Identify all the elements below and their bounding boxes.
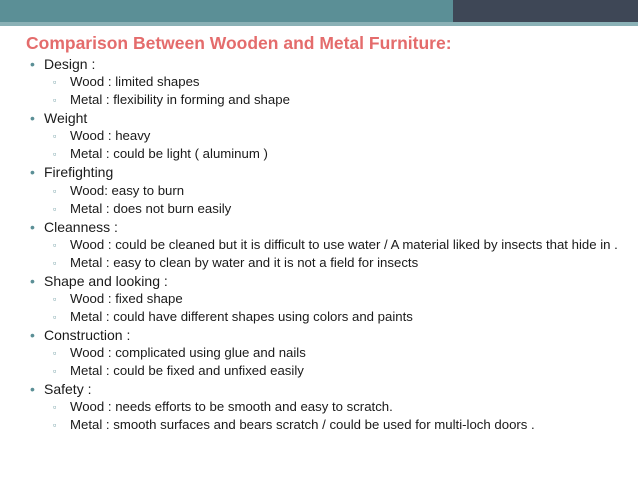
sub-item: ▫ Wood : fixed shape: [53, 291, 183, 307]
bullet-icon: •: [30, 164, 35, 181]
sub-item: ▫ Metal : flexibility in forming and shape: [53, 92, 290, 108]
sub-item: ▫ Metal : could have different shapes using colors and paints: [53, 309, 413, 325]
section-construction: [30, 326, 626, 344]
section-label: Firefighting: [44, 164, 114, 181]
bullet-list: [30, 55, 626, 434]
sub-item: ▫ Metal : could be fixed and unfixed easily: [53, 363, 304, 379]
sub-item: ▫ Wood : heavy: [53, 128, 151, 144]
header-stripe: [0, 22, 638, 26]
sub-bullet-icon: ▫: [53, 312, 57, 323]
section-label: Shape and looking :: [44, 272, 168, 289]
sub-bullet-icon: ▫: [53, 402, 57, 413]
section-firefighting: [30, 163, 626, 181]
section-label: Safety :: [44, 381, 92, 398]
section-label: Design :: [44, 56, 96, 72]
bullet-icon: •: [30, 110, 35, 127]
sub-item: ▫ Wood: easy to burn: [53, 182, 185, 198]
sub-bullet-icon: ▫: [53, 366, 57, 377]
bullet-icon: •: [30, 272, 35, 289]
sub-item: ▫ Metal : does not burn easily: [53, 200, 232, 216]
sub-bullet-icon: ▫: [53, 239, 57, 250]
section-design: [30, 55, 626, 73]
sub-bullet-icon: ▫: [53, 149, 57, 160]
section-safety: [30, 380, 626, 398]
bullet-icon: •: [30, 381, 35, 398]
sub-bullet-icon: ▫: [53, 348, 57, 359]
sub-bullet-icon: ▫: [53, 185, 57, 196]
bullet-icon: •: [30, 218, 35, 235]
section-weight: [30, 109, 626, 127]
sub-item: ▫ Wood : needs efforts to be smooth and easy to scratch.: [53, 399, 393, 415]
sub-item: ▫ Metal : easy to clean by water and it is not a field for insects: [53, 254, 419, 270]
sub-bullet-icon: ▫: [53, 294, 57, 305]
sub-bullet-icon: ▫: [53, 95, 57, 106]
sub-bullet-icon: ▫: [53, 420, 57, 431]
sub-item: ▫ Metal : could be light ( aluminum ): [53, 146, 268, 162]
sub-bullet-icon: ▫: [53, 77, 57, 88]
section-label: Construction :: [44, 327, 131, 344]
bullet-icon: •: [30, 327, 35, 344]
slide-title: Comparison Between Wooden and Metal Furniture:: [26, 33, 452, 53]
sub-item: ▫ Metal : smooth surfaces and bears scratch / could be used for multi-loch doors .: [53, 417, 535, 433]
sub-item: ▫ Wood : limited shapes: [53, 74, 200, 90]
sub-item: ▫ Wood : complicated using glue and nails: [53, 345, 306, 361]
sub-bullet-icon: ▫: [53, 203, 57, 214]
section-shape-and-looking: [30, 272, 626, 290]
sub-bullet-icon: ▫: [53, 257, 57, 268]
bullet-icon: •: [30, 56, 35, 72]
sub-bullet-icon: ▫: [53, 131, 57, 142]
section-cleanness: [30, 218, 626, 236]
section-label: Weight: [44, 110, 88, 127]
header-bar: [0, 0, 638, 26]
section-label: Cleanness :: [44, 218, 118, 235]
sub-item: ▫ Wood : could be cleaned but it is difficult to use water / A material liked by insects that hide in .: [53, 236, 618, 252]
